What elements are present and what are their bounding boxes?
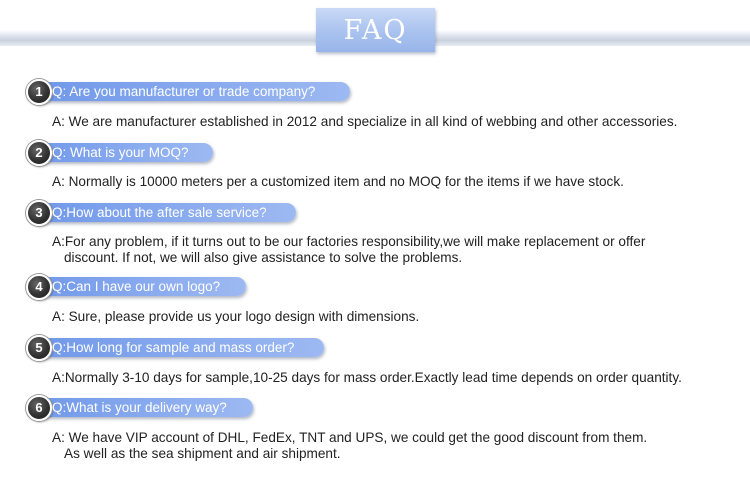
answer-6-line-2: As well as the sea shipment and air shipment. xyxy=(64,446,341,461)
answer-3 xyxy=(52,234,645,266)
question-text-4: Q:Can I have our own logo? xyxy=(52,279,221,294)
question-pill-4 xyxy=(26,277,246,296)
answer-5 xyxy=(52,370,682,386)
number-badge-4: 4 xyxy=(26,274,52,300)
number-badge-5: 5 xyxy=(26,335,52,361)
answer-4-line-1: A: Sure, please provide us your logo design with dimensions. xyxy=(52,309,420,324)
answer-6-line-1: A: We have VIP account of DHL, FedEx, TNT and UPS, we could get the good discount from them. xyxy=(52,430,648,445)
question-text-3: Q:How about the after sale service? xyxy=(52,205,267,220)
number-badge-3: 3 xyxy=(26,200,52,226)
answer-3-line-2: discount. If not, we will also give assistance to solve the problems. xyxy=(64,250,463,265)
question-pill-6 xyxy=(26,398,253,417)
answer-4 xyxy=(52,309,419,325)
question-text-5: Q:How long for sample and mass order? xyxy=(52,340,295,355)
question-text-1: Q: Are you manufacturer or trade company? xyxy=(52,84,316,99)
number-badge-1: 1 xyxy=(26,79,52,105)
question-pill-3 xyxy=(26,203,296,222)
answer-2 xyxy=(52,174,624,190)
question-text-6: Q:What is your delivery way? xyxy=(52,400,227,415)
faq-title-banner xyxy=(316,8,435,52)
page-title: FAQ xyxy=(343,14,408,46)
answer-3-line-1: A:For any problem, if it turns out to be our factories responsibility,we will make replacement or offer xyxy=(52,234,646,249)
answer-6 xyxy=(52,430,647,462)
question-pill-5 xyxy=(26,338,324,357)
answer-2-line-1: A: Normally is 10000 meters per a customized item and no MOQ for the items if we have stock. xyxy=(52,174,624,189)
answer-1-line-1: A: We are manufacturer established in 2012 and specialize in all kind of webbing and other accessories. xyxy=(52,114,678,129)
number-badge-2: 2 xyxy=(26,140,52,166)
question-text-2: Q: What is your MOQ? xyxy=(52,145,189,160)
answer-5-line-1: A:Normally 3-10 days for sample,10-25 days for mass order.Exactly lead time depends on order quantity. xyxy=(52,370,682,385)
question-pill-2 xyxy=(26,143,213,162)
question-pill-1 xyxy=(26,82,350,101)
answer-1 xyxy=(52,114,677,130)
number-badge-6: 6 xyxy=(26,395,52,421)
